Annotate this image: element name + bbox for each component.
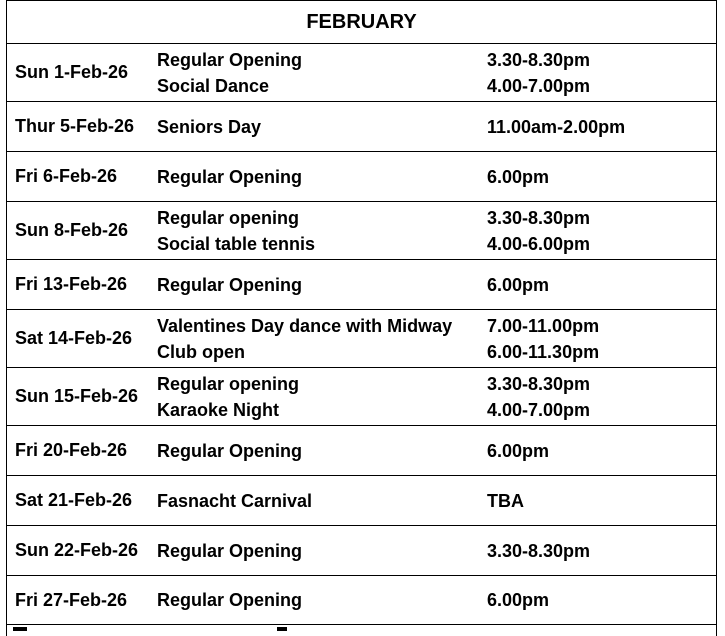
row-times xyxy=(487,438,716,464)
event-time: 6.00pm xyxy=(487,590,550,610)
table-row xyxy=(6,367,717,425)
cut-off-row xyxy=(6,624,717,636)
month-title: FEBRUARY xyxy=(6,0,717,43)
event-name: Seniors Day xyxy=(157,116,262,137)
table-row xyxy=(6,101,717,151)
row-events xyxy=(157,587,487,613)
table-row xyxy=(6,575,717,625)
row-times xyxy=(487,313,716,365)
event-name: Club open xyxy=(157,341,245,362)
row-times xyxy=(487,272,716,298)
row-events xyxy=(157,488,487,514)
row-events xyxy=(157,371,487,423)
row-events xyxy=(157,272,487,298)
row-date: Fri 6-Feb-26 xyxy=(15,166,118,186)
event-time: 6.00-11.30pm xyxy=(487,341,600,362)
event-name: Social Dance xyxy=(157,75,270,96)
event-time: 6.00pm xyxy=(487,440,550,461)
row-date: Sat 21-Feb-26 xyxy=(15,490,133,510)
schedule-table xyxy=(6,0,717,625)
event-time: 3.30-8.30pm xyxy=(487,540,591,561)
row-events xyxy=(157,313,487,365)
row-date: Thur 5-Feb-26 xyxy=(15,116,135,136)
row-times xyxy=(487,488,716,514)
row-date: Fri 20-Feb-26 xyxy=(15,440,128,460)
event-name: Social table tennis xyxy=(157,233,316,254)
table-row xyxy=(6,525,717,575)
row-times xyxy=(487,205,716,257)
row-times xyxy=(487,538,716,564)
row-times xyxy=(487,114,716,140)
event-name: Regular Opening xyxy=(157,540,303,561)
event-name: Regular Opening xyxy=(157,440,303,461)
row-times xyxy=(487,587,716,613)
row-date: Sun 8-Feb-26 xyxy=(15,220,129,240)
table-row xyxy=(6,43,717,101)
schedule-rows xyxy=(6,43,717,625)
row-events xyxy=(157,438,487,464)
row-events xyxy=(157,114,487,140)
row-date: Sun 15-Feb-26 xyxy=(15,386,139,406)
event-time: 11.00am-2.00pm xyxy=(487,116,626,137)
event-name: Karaoke Night xyxy=(157,399,280,420)
event-name: Fasnacht Carnival xyxy=(157,490,313,511)
row-events xyxy=(157,164,487,190)
event-time: 4.00-7.00pm xyxy=(487,75,591,96)
event-name: Regular Opening xyxy=(157,166,303,187)
row-date: Fri 13-Feb-26 xyxy=(15,274,128,294)
table-row xyxy=(6,201,717,259)
event-time: 3.30-8.30pm xyxy=(487,207,591,228)
event-time: 3.30-8.30pm xyxy=(487,49,591,70)
row-times xyxy=(487,371,716,423)
table-row xyxy=(6,151,717,201)
row-times xyxy=(487,164,716,190)
row-date: Sun 22-Feb-26 xyxy=(15,540,139,560)
table-row xyxy=(6,425,717,475)
event-time: 6.00pm xyxy=(487,274,550,295)
event-name: Regular opening xyxy=(157,373,300,394)
event-time: 7.00-11.00pm xyxy=(487,315,600,336)
event-name: Regular Opening xyxy=(157,274,303,295)
table-row xyxy=(6,259,717,309)
event-name: Regular Opening xyxy=(157,590,303,610)
event-name: Regular opening xyxy=(157,207,300,228)
row-events xyxy=(157,47,487,99)
row-date: Sun 1-Feb-26 xyxy=(15,62,129,82)
table-row xyxy=(6,309,717,367)
event-time: TBA xyxy=(487,490,524,511)
row-events xyxy=(157,538,487,564)
table-row xyxy=(6,475,717,525)
event-time: 6.00pm xyxy=(487,166,550,187)
row-events xyxy=(157,205,487,257)
event-time: 4.00-6.00pm xyxy=(487,233,591,254)
row-date: Sat 14-Feb-26 xyxy=(15,328,133,348)
event-time: 4.00-7.00pm xyxy=(487,399,591,420)
row-times xyxy=(487,47,716,99)
event-name: Regular Opening xyxy=(157,49,303,70)
event-time: 3.30-8.30pm xyxy=(487,373,591,394)
event-name: Valentines Day dance with Midway xyxy=(157,315,453,336)
row-date: Fri 27-Feb-26 xyxy=(15,589,128,610)
